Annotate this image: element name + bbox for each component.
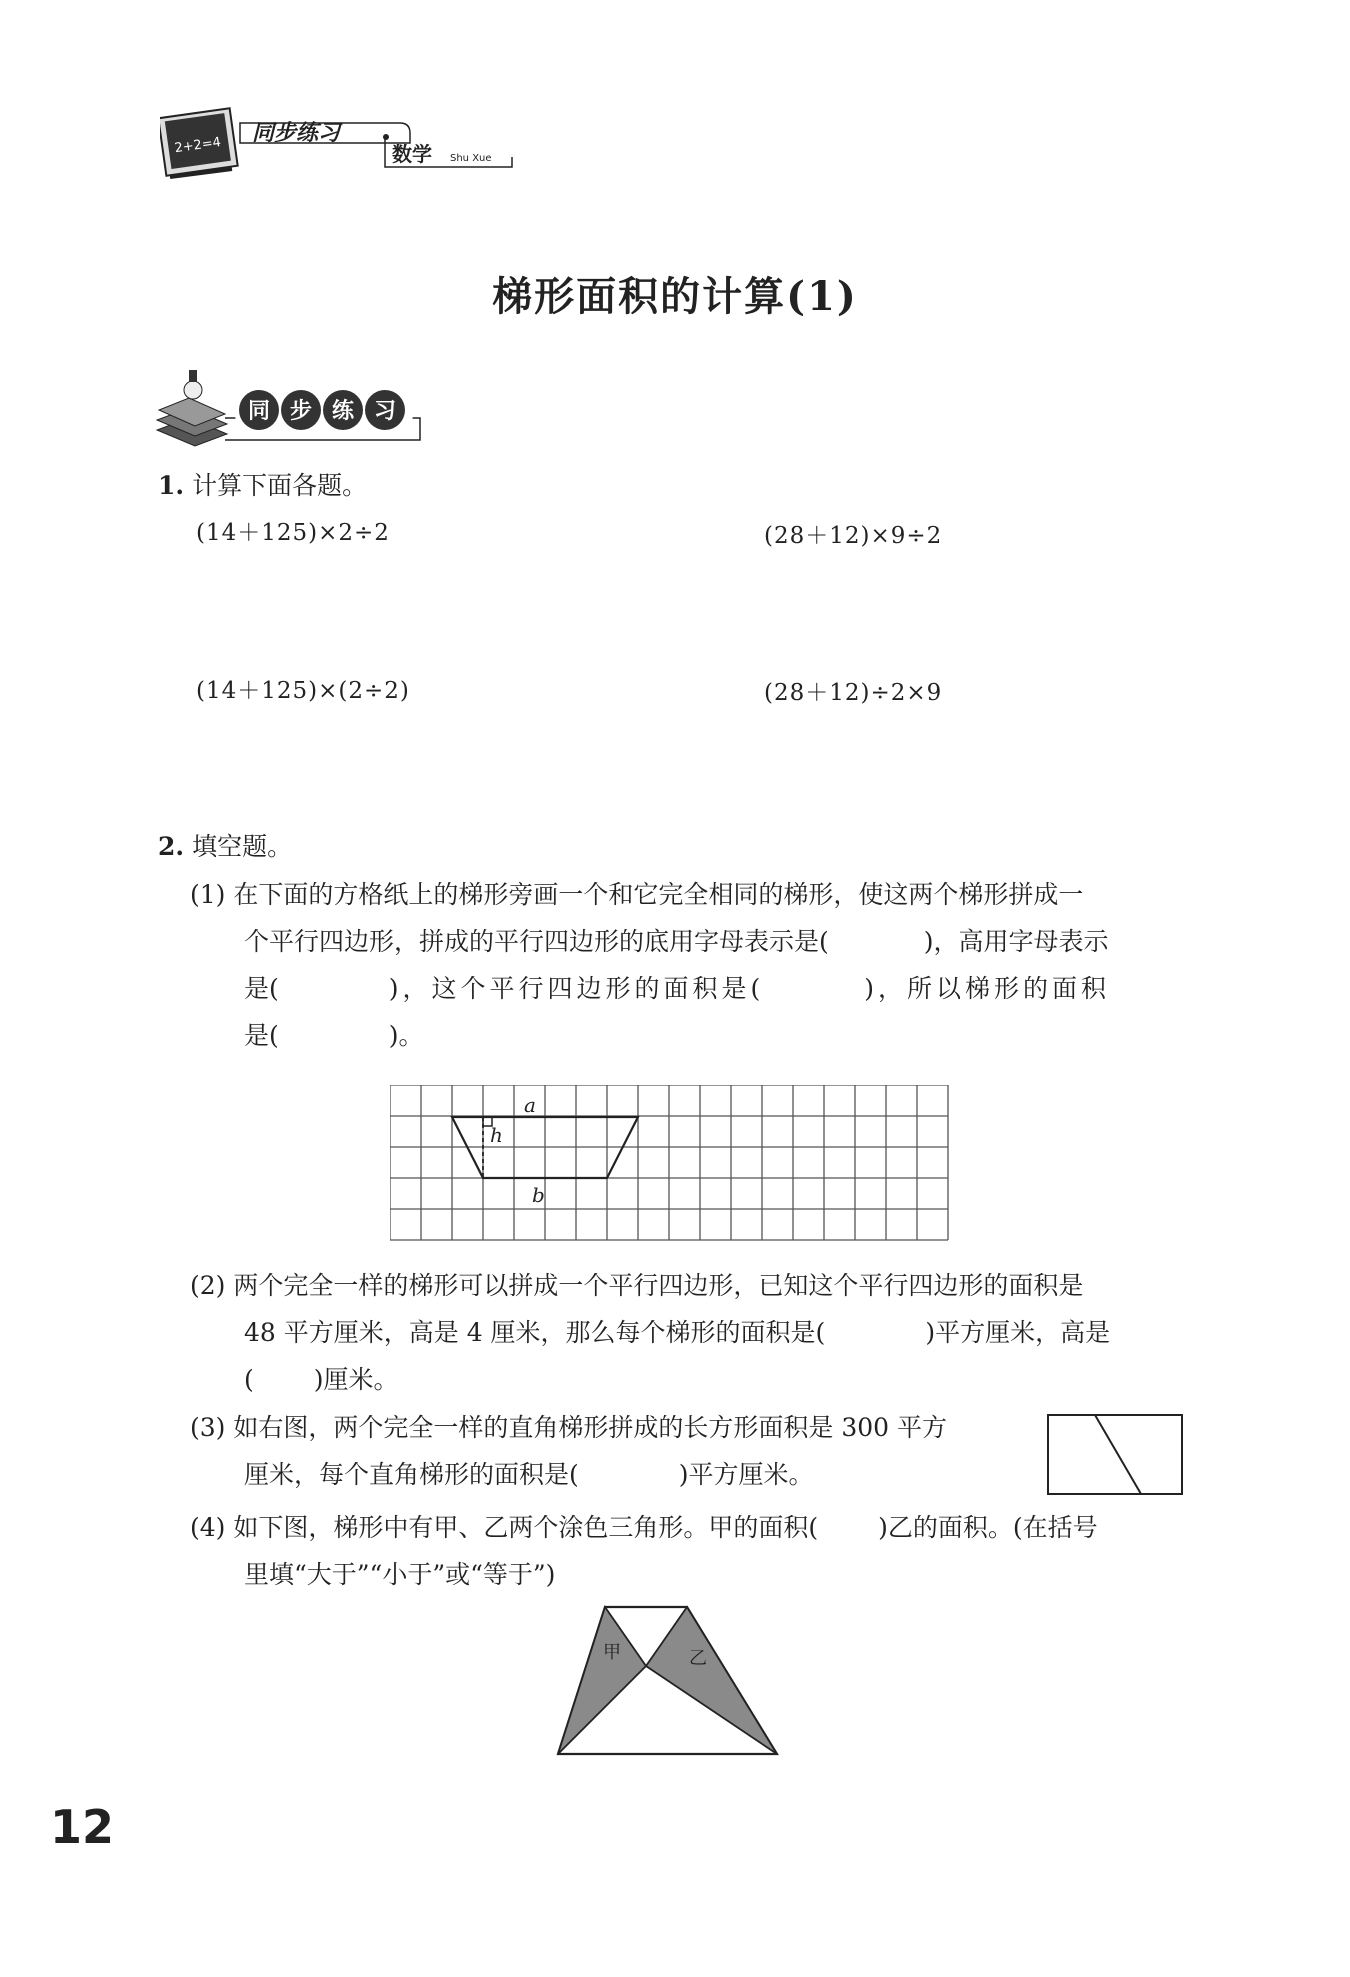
subject-label: 数学	[392, 142, 432, 166]
shaded-triangle-jia	[558, 1607, 646, 1754]
part2-line3a: (	[244, 1365, 254, 1394]
part1-line3a: 是(	[244, 974, 279, 1003]
part1-line2b: )，高用字母表示	[923, 927, 1109, 956]
part1-line1: 在下面的方格纸上的梯形旁画一个和它完全相同的梯形，使这两个梯形拼成一	[233, 880, 1084, 909]
part3-line1: 如右图，两个完全一样的直角梯形拼成的长方形面积是 300 平方	[233, 1413, 947, 1442]
part2-number: (2)	[190, 1271, 226, 1300]
svg-text:2+2=4: 2+2=4	[173, 134, 222, 157]
label-yi: 乙	[689, 1648, 707, 1669]
q2-part4	[190, 1504, 1200, 1598]
q1-expr-4: (28＋12)÷2×9	[764, 680, 943, 706]
grid-figure	[390, 1085, 955, 1245]
part3-line2b: )平方厘米。	[678, 1460, 814, 1489]
page-title: 梯形面积的计算(1)	[492, 273, 858, 320]
part4-line1a: 如下图，梯形中有甲、乙两个涂色三角形。甲的面积(	[233, 1513, 819, 1542]
part4-number: (4)	[190, 1513, 226, 1542]
rectangle-figure	[1045, 1412, 1187, 1498]
q2-part3	[190, 1404, 1050, 1498]
label-jia: 甲	[603, 1642, 621, 1663]
q2-heading	[158, 823, 292, 871]
part1-number: (1)	[190, 880, 226, 909]
part3-line2a: 厘米，每个直角梯形的面积是(	[244, 1460, 579, 1489]
section-label: 同步练习	[248, 399, 417, 424]
q1-expr-1: (14＋125)×2÷2	[196, 520, 390, 546]
label-h: h	[490, 1123, 503, 1147]
q2-part1	[190, 871, 1200, 1059]
book-stack-icon	[157, 370, 227, 446]
q2-prompt: 填空题。	[192, 832, 293, 861]
pinyin-label: Shu Xue	[450, 153, 492, 164]
part2-line2b: )平方厘米，高是	[925, 1318, 1111, 1347]
part2-line2a: 48 平方厘米，高是 4 厘米，那么每个梯形的面积是(	[244, 1318, 826, 1347]
header-badge-text: 同步练习	[252, 121, 341, 146]
label-b: b	[532, 1183, 545, 1207]
q1-number: 1.	[158, 471, 185, 500]
q2-number: 2.	[158, 832, 185, 861]
section-badge	[155, 370, 435, 460]
part1-line2a: 个平行四边形，拼成的平行四边形的底用字母表示是(	[244, 927, 829, 956]
q1-expr-3: (14＋125)×(2÷2)	[196, 678, 410, 704]
part4-line1b: )乙的面积。(在括号	[878, 1513, 1098, 1542]
part1-line4a: 是(	[244, 1021, 279, 1050]
q2-part2	[190, 1262, 1200, 1403]
part1-line3b: )，这个平行四边形的面积是(	[388, 974, 765, 1003]
q1-heading	[158, 462, 367, 510]
shaded-trapezoid-figure	[555, 1600, 780, 1760]
label-a: a	[524, 1093, 536, 1117]
part2-line1: 两个完全一样的梯形可以拼成一个平行四边形，已知这个平行四边形的面积是	[233, 1271, 1084, 1300]
part2-line3b: )厘米。	[313, 1365, 399, 1394]
part4-line2: 里填“大于”“小于”或“等于”)	[244, 1560, 556, 1589]
part1-line4b: )。	[388, 1021, 424, 1050]
part1-line3c: )，所以梯形的面积	[864, 974, 1111, 1003]
q1-expr-2: (28＋12)×9÷2	[764, 523, 943, 549]
q1-prompt: 计算下面各题。	[192, 471, 368, 500]
shaded-triangle-yi	[646, 1607, 777, 1754]
part3-number: (3)	[190, 1413, 226, 1442]
page-number: 12	[50, 1800, 115, 1854]
graph-paper	[390, 1085, 948, 1240]
blackboard-icon	[160, 108, 238, 177]
header-badge	[160, 95, 530, 185]
